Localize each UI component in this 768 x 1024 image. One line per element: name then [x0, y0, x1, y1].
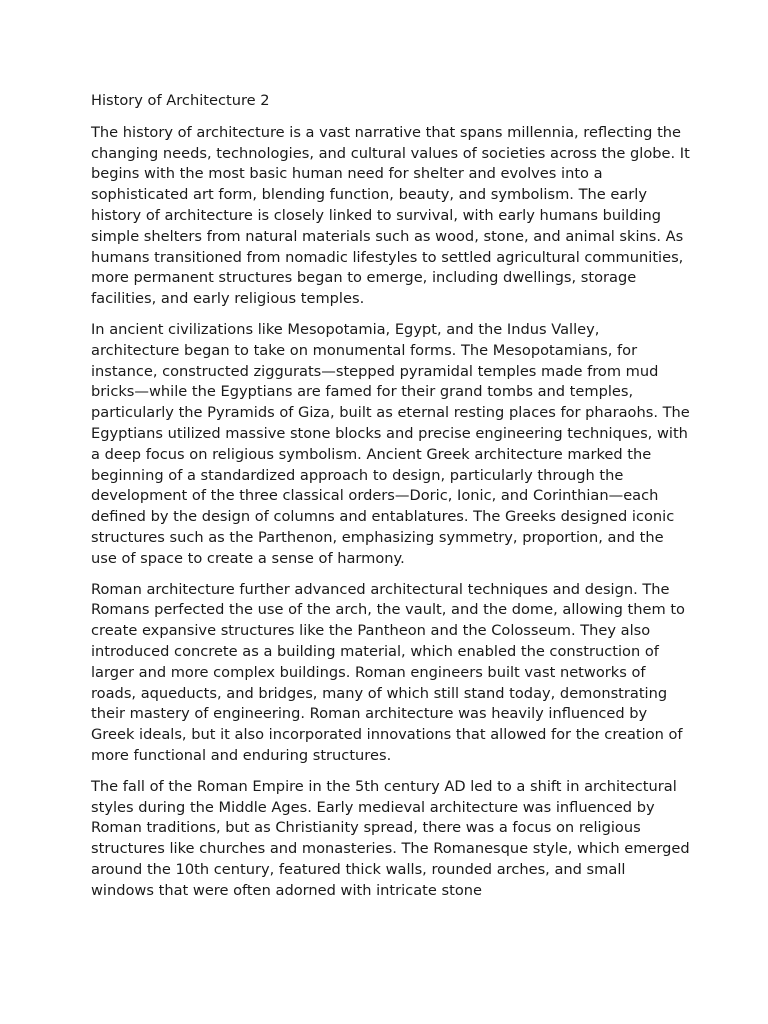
paragraph-1: The history of architecture is a vast narrative that spans millennia, reflecting the changing needs, technologies, and cultural values of societies across the globe. It begins with the most basic human need for shelter and evolves into a sophisticated art form, blending function, beauty, and symbolism. The early history of architecture is closely linked to survival, with early humans building simple shelters from natural materials such as wood, stone, and animal skins. As humans transitioned from nomadic lifestyles to settled agricultural communities, more permanent structures began to emerge, including dwellings, storage facilities, and early religious temples.: [91, 123, 690, 308]
paragraph-2: In ancient civilizations like Mesopotamia, Egypt, and the Indus Valley, architecture began to take on monumental forms. The Mesopotamians, for instance, constructed ziggurats—stepped pyramidal temples made from mud bricks—while the Egyptians are famed for their grand tombs and temples, particularly the Pyramids of Giza, built as eternal resting places for pharaohs. The Egyptians utilized massive stone blocks and precise engineering techniques, with a deep focus on religious symbolism. Ancient Greek architecture marked the beginning of a standardized approach to design, particularly through the development of the three classical orders—Doric, Ionic, and Corinthian—each defined by the design of columns and entablatures. The Greeks designed iconic structures such as the Parthenon, emphasizing symmetry, proportion, and the use of space to create a sense of harmony.: [91, 320, 690, 567]
document-page: [91, 91, 691, 911]
document-title: History of Architecture 2: [91, 92, 270, 109]
paragraph-3: Roman architecture further advanced architectural techniques and design. The Romans perfected the use of the arch, the vault, and the dome, allowing them to create expansive structures like the Pantheon and the Colosseum. They also introduced concrete as a building material, which enabled the construction of larger and more complex buildings. Roman engineers built vast networks of roads, aqueducts, and bridges, many of which still stand today, demonstrating their mastery of engineering. Roman architecture was heavily influenced by Greek ideals, but it also incorporated innovations that allowed for the creation of more functional and enduring structures.: [91, 580, 685, 764]
paragraph-4: The fall of the Roman Empire in the 5th century AD led to a shift in architectural styles during the Middle Ages. Early medieval architecture was influenced by Roman traditions, but as Christianity spread, there was a focus on religious structures like churches and monasteries. The Romanesque style, which emerged around the 10th century, featured thick walls, rounded arches, and small windows that were often adorned with intricate stone: [91, 777, 690, 899]
